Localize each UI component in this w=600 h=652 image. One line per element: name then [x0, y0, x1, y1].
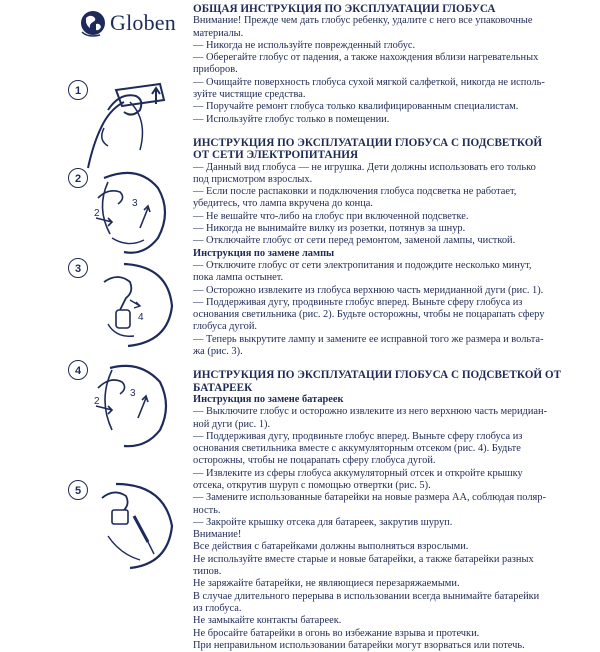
- text-line: — Закройте крышку отсека для батареек, закрутив шуруп.: [193, 516, 453, 528]
- figure-3: [68, 258, 186, 348]
- text-line: Внимание! Прежде чем дать глобус ребенку, удалите с него все упаковочные: [193, 15, 533, 27]
- text-line: — Не вешайте что-либо на глобус при включенной подсветке.: [193, 210, 469, 222]
- text-line: приборов.: [193, 64, 238, 76]
- brand-name: Globen: [110, 10, 176, 35]
- text-line: — Данный вид глобуса — не игрушка. Дети должны использовать его только: [193, 161, 536, 173]
- text-line: — Теперь выкрутите лампу и замените ее исправной того же размера и вольта-: [193, 333, 544, 345]
- text-line: — Отключайте глобус от сети перед ремонтом, заменой лампы, чисткой.: [193, 235, 516, 247]
- text-line: — Используйте глобус только в помещении.: [193, 113, 390, 125]
- text-line: ность.: [193, 504, 221, 516]
- section-heading: ИНСТРУКЦИЯ ПО ЭКСПЛУАТАЦИИ ГЛОБУСА С ПОДСВЕТКОЙ: [193, 136, 543, 149]
- text-line: Не используйте вместе старые и новые батарейки, а также батарейки разных: [193, 553, 534, 565]
- text-line: — Выключите глобус и осторожно извлеките из него верхнюю часть меридиан-: [193, 406, 548, 418]
- globe-icon: [78, 8, 108, 38]
- text-line: Не замыкайте контакты батареек.: [193, 615, 342, 627]
- text-line: — Отключите глобус от сети электропитания и подождите несколько минут,: [193, 259, 532, 271]
- figure-label: 3: [132, 198, 138, 209]
- text-line: При неправильном использовании батарейки могут взорваться или потечь.: [193, 639, 525, 651]
- figure-1: [68, 80, 186, 170]
- text-line: Внимание!: [193, 529, 242, 541]
- text-line: — Поручайте ремонт глобуса только квалифицированным специалистам.: [193, 101, 519, 113]
- section-heading: ОБЩАЯ ИНСТРУКЦИЯ ПО ЭКСПЛУАТАЦИИ ГЛОБУСА: [193, 3, 496, 15]
- text-line: из глобуса.: [193, 602, 242, 614]
- text-line: глобуса дугой.: [193, 321, 257, 333]
- subsection-heading: Инструкция по замене батареек: [193, 393, 344, 405]
- figure-number: 3: [68, 258, 88, 278]
- text-line: — Очищайте поверхность глобуса сухой мягкой салфеткой, никогда не исполь-: [193, 76, 545, 88]
- figure-4: [68, 360, 186, 450]
- text-line: материалы.: [193, 27, 244, 39]
- text-line: основания светильника (рис. 2). Будьте осторожны, чтобы не поцарапать сферу: [193, 309, 545, 321]
- text-line: — Поддерживая дугу, продвиньте глобус вперед. Выньте сферу глобуса из: [193, 430, 523, 442]
- text-line: — Оберегайте глобус от падения, а также нахождения вблизи нагревательных: [193, 52, 539, 64]
- section-heading: ИНСТРУКЦИЯ ПО ЭКСПЛУАТАЦИИ ГЛОБУСА С ПОДСВЕТКОЙ ОТ: [193, 369, 562, 382]
- text-line: — Замените использованные батарейки на новые размера АА, соблюдая поляр-: [193, 492, 546, 504]
- text-line: основания светильника вместе с аккумуляторным отсеком (рис. 4). Будьте: [193, 443, 521, 455]
- text-line: — Извлеките из сферы глобуса аккумуляторный отсек и откройте крышку: [193, 467, 523, 479]
- text-line: — Никогда не вынимайте вилку из розетки, потянув за шнур.: [193, 223, 466, 235]
- text-line: типов.: [193, 566, 222, 578]
- text-line: зуйте чистящие средства.: [193, 89, 306, 101]
- figure-5: [68, 480, 186, 570]
- text-line: ной дуги (рис. 1).: [193, 418, 271, 430]
- subsection-heading: Инструкция по замене лампы: [193, 247, 335, 259]
- figure-label: 2: [94, 396, 100, 407]
- text-line: — Никогда не используйте поврежденный глобус.: [193, 39, 416, 51]
- text-line: пока лампа остынет.: [193, 272, 284, 284]
- text-line: Не бросайте батарейки в огонь во избежание взрыва и протечки.: [193, 627, 480, 639]
- text-line: отсека, открутив шуруп с помощью отвертки (рис. 5).: [193, 479, 431, 491]
- figure-label: 2: [94, 208, 100, 219]
- text-line: осторожны, чтобы не поцарапать сферу глобуса дугой.: [193, 455, 436, 467]
- text-line: под присмотром взрослых.: [193, 173, 313, 185]
- section-heading-continued: ОТ СЕТИ ЭЛЕКТРОПИТАНИЯ: [193, 149, 359, 162]
- figure-number: 5: [68, 480, 88, 500]
- text-line: жа (рис. 3).: [193, 346, 243, 358]
- text-line: В случае длительного перерыва в использовании всегда вынимайте батарейки: [193, 590, 540, 602]
- figure-number: 1: [68, 80, 88, 100]
- figure-2: [68, 168, 186, 258]
- figure-label: 4: [138, 312, 144, 323]
- brand-logo: [78, 6, 188, 40]
- instructions: [193, 3, 593, 652]
- section-heading-continued: БАТАРЕЕК: [193, 381, 253, 394]
- text-line: — Если после распаковки и подключения глобуса подсветка не работает,: [193, 186, 517, 198]
- figure-number: 2: [68, 168, 88, 188]
- text-line: Не заряжайте батарейки, не являющиеся перезаряжаемыми.: [193, 578, 460, 590]
- figure-label: 3: [130, 388, 136, 399]
- text-line: — Осторожно извлеките из глобуса верхнюю часть меридианной дуги (рис. 1).: [193, 284, 544, 296]
- text-line: убедитесь, что лампа вкручена до конца.: [193, 198, 373, 210]
- figure-number: 4: [68, 360, 88, 380]
- text-line: — Поддерживая дугу, продвиньте глобус вперед. Выньте сферу глобуса из: [193, 296, 523, 308]
- text-line: Все действия с батарейками должны выполняться взрослыми.: [193, 541, 469, 553]
